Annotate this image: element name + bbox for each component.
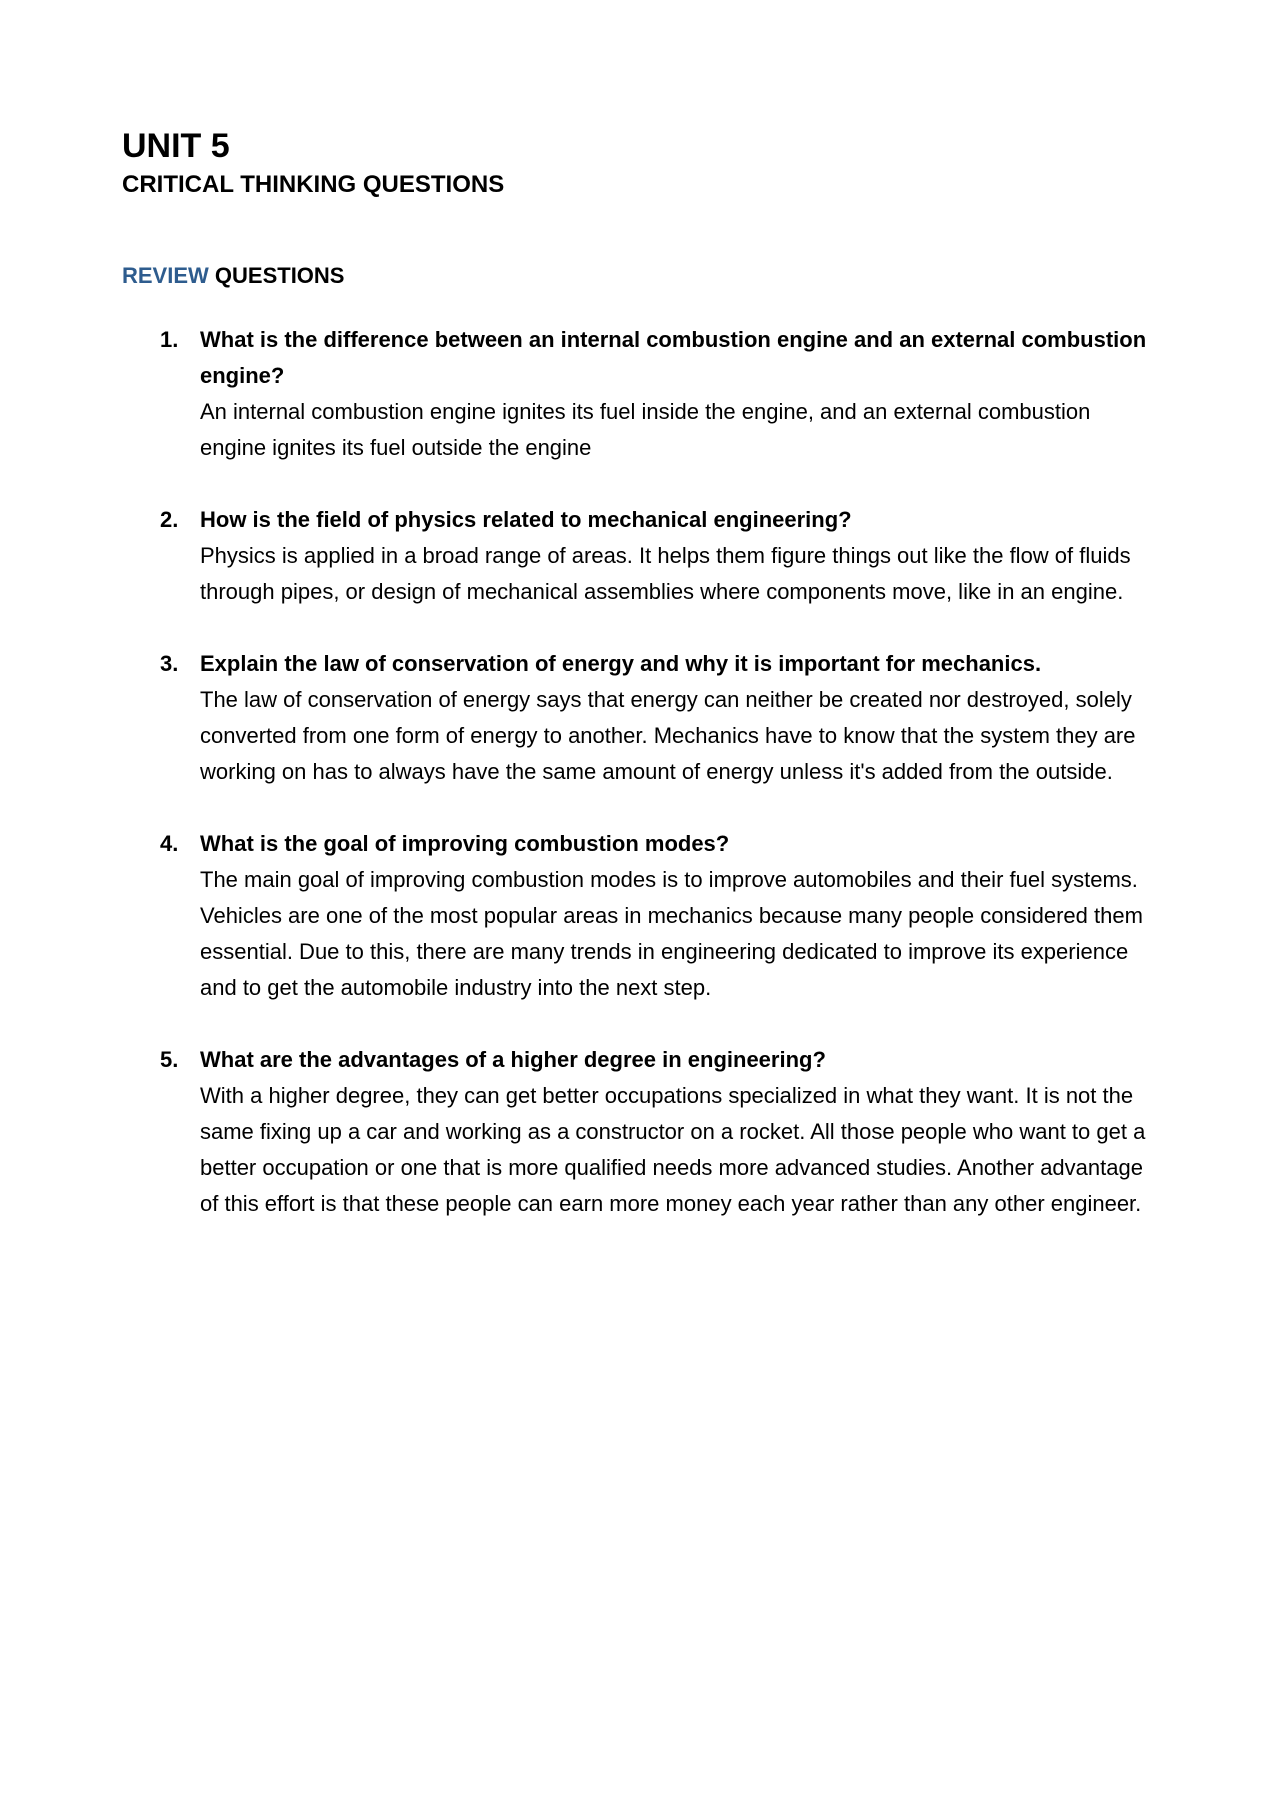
question-number: 4. bbox=[160, 831, 179, 856]
questions-list bbox=[122, 322, 1160, 1222]
question-text: Explain the law of conservation of energy and why it is important for mechanics. bbox=[200, 651, 1042, 676]
question-text: What is the goal of improving combustion modes? bbox=[200, 831, 730, 856]
question-item bbox=[122, 1042, 1160, 1222]
question-item bbox=[122, 502, 1160, 610]
question-text: How is the field of physics related to mechanical engineering? bbox=[200, 507, 852, 532]
answer-text: The main goal of improving combustion modes is to improve automobiles and their fuel systems. Vehicles are one of the most popular areas in mechanics because many people considered them essential. Due to this, there are many trends in engineering dedicated to improve its experience and to get the automobile industry into the next step. bbox=[200, 867, 1143, 1000]
question-text: What is the difference between an internal combustion engine and an external combustion engine? bbox=[200, 327, 1147, 388]
question-item bbox=[122, 826, 1160, 1006]
question-number: 2. bbox=[160, 507, 179, 532]
question-number: 5. bbox=[160, 1047, 179, 1072]
section-heading-rest: QUESTIONS bbox=[208, 263, 345, 288]
answer-text: An internal combustion engine ignites its fuel inside the engine, and an external combustion engine ignites its fuel outside the engine bbox=[200, 399, 1091, 460]
unit-subtitle: CRITICAL THINKING QUESTIONS bbox=[122, 171, 505, 198]
section-heading-accent: REVIEW bbox=[122, 263, 209, 288]
section-heading bbox=[122, 260, 1160, 292]
answer-text: Physics is applied in a broad range of areas. It helps them figure things out like the flow of fluids through pipes, or design of mechanical assemblies where components move, like in an engine. bbox=[200, 543, 1131, 604]
question-item bbox=[122, 646, 1160, 790]
question-number: 3. bbox=[160, 651, 179, 676]
unit-title: UNIT 5 bbox=[122, 127, 230, 165]
answer-text: The law of conservation of energy says that energy can neither be created nor destroyed, solely converted from one form of energy to another. Mechanics have to know that the system they are working on has to always have the same amount of energy unless it's added from the outside. bbox=[200, 687, 1136, 784]
question-number: 1. bbox=[160, 327, 179, 352]
question-text: What are the advantages of a higher degree in engineering? bbox=[200, 1047, 826, 1072]
answer-text: With a higher degree, they can get better occupations specialized in what they want. It is not the same fixing up a car and working as a constructor on a rocket. All those people who want to get a better occupation or one that is more qualified needs more advanced studies. Another advantage of this effort is that these people can earn more money each year rather than any other engineer. bbox=[200, 1083, 1146, 1216]
question-item bbox=[122, 322, 1160, 466]
